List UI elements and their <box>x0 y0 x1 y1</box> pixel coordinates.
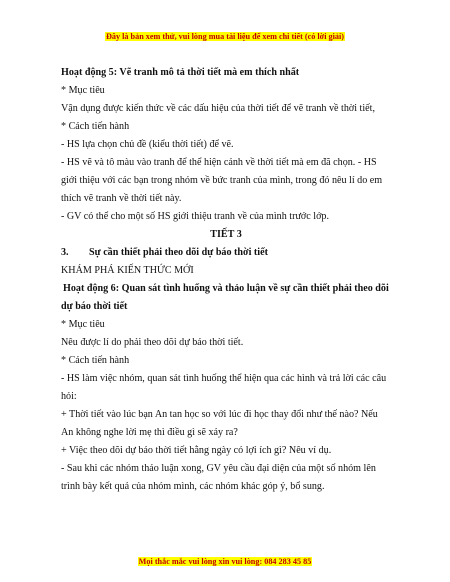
bottom-banner-text: Mọi thắc mắc vui lòng xin vui lòng: 084 283 45 85 <box>138 557 312 566</box>
activity-6-objective-text: Nêu được lí do phải theo dõi dự báo thời tiết. <box>61 337 244 348</box>
activity-6-step-1: - HS làm việc nhóm, quan sát tình huống thể hiện qua các hình và trả lời các câu hỏi: <box>61 373 387 402</box>
activity-6-procedure-label: * Cách tiến hành <box>61 355 130 366</box>
activity-5-procedure-label: * Cách tiến hành <box>61 121 130 132</box>
activity-5-objective-label: * Mục tiêu <box>61 85 105 96</box>
activity-6-question-1: + Thời tiết vào lúc bạn An tan học so với lúc đi học thay đổi như thế nào? Nếu An không nghe lời mẹ thì điều gì sẽ xảy ra? <box>61 409 378 438</box>
top-banner <box>0 32 450 41</box>
activity-5-title: Hoạt động 5: Vẽ tranh mô tả thời tiết mà em thích nhất <box>61 67 300 78</box>
lesson-3-heading: TIẾT 3 <box>210 229 242 240</box>
activity-6-step-2: - Sau khi các nhóm thảo luận xong, GV yêu cầu đại diện của một số nhóm lên trình bày kết quả của nhóm mình, các nhóm khác góp ý, bổ sung. <box>61 463 376 492</box>
bottom-banner <box>0 557 450 566</box>
activity-5-step-1: - HS lựa chọn chủ đề (kiểu thời tiết) để vẽ. <box>61 139 234 150</box>
section-3-heading <box>61 244 391 262</box>
top-banner-text: Đây là bản xem thử, vui lòng mua tài liệu để xem chi tiết (có lời giải) <box>105 32 344 41</box>
section-title: Sự cần thiết phải theo dõi dự báo thời tiết <box>89 247 268 258</box>
activity-6-title: Hoạt động 6: Quan sát tình huống và thảo luận về sự cần thiết phải theo dõi dự báo thời tiết <box>61 283 389 312</box>
section-number: 3. <box>61 247 69 258</box>
document-body <box>61 64 391 496</box>
activity-5-objective-text: Vận dụng được kiến thức về các dấu hiệu của thời tiết để vẽ tranh về thời tiết, <box>61 103 375 114</box>
activity-5-step-2: - HS vẽ và tô màu vào tranh để thể hiện cảnh về thời tiết mà em đã chọn. - HS giới thiệu với các bạn trong nhóm về bức tranh của mình, trong đó nêu lí do em thích vẽ tranh về thời tiết này. <box>61 157 383 204</box>
activity-6-objective-label: * Mục tiêu <box>61 319 105 330</box>
explore-heading: KHÁM PHÁ KIẾN THỨC MỚI <box>61 265 194 276</box>
activity-6-question-2: + Việc theo dõi dự báo thời tiết hằng ngày có lợi ích gì? Nêu ví dụ. <box>61 445 332 456</box>
activity-5-step-3: - GV có thể cho một số HS giới thiệu tranh về của mình trước lớp. <box>61 211 329 222</box>
